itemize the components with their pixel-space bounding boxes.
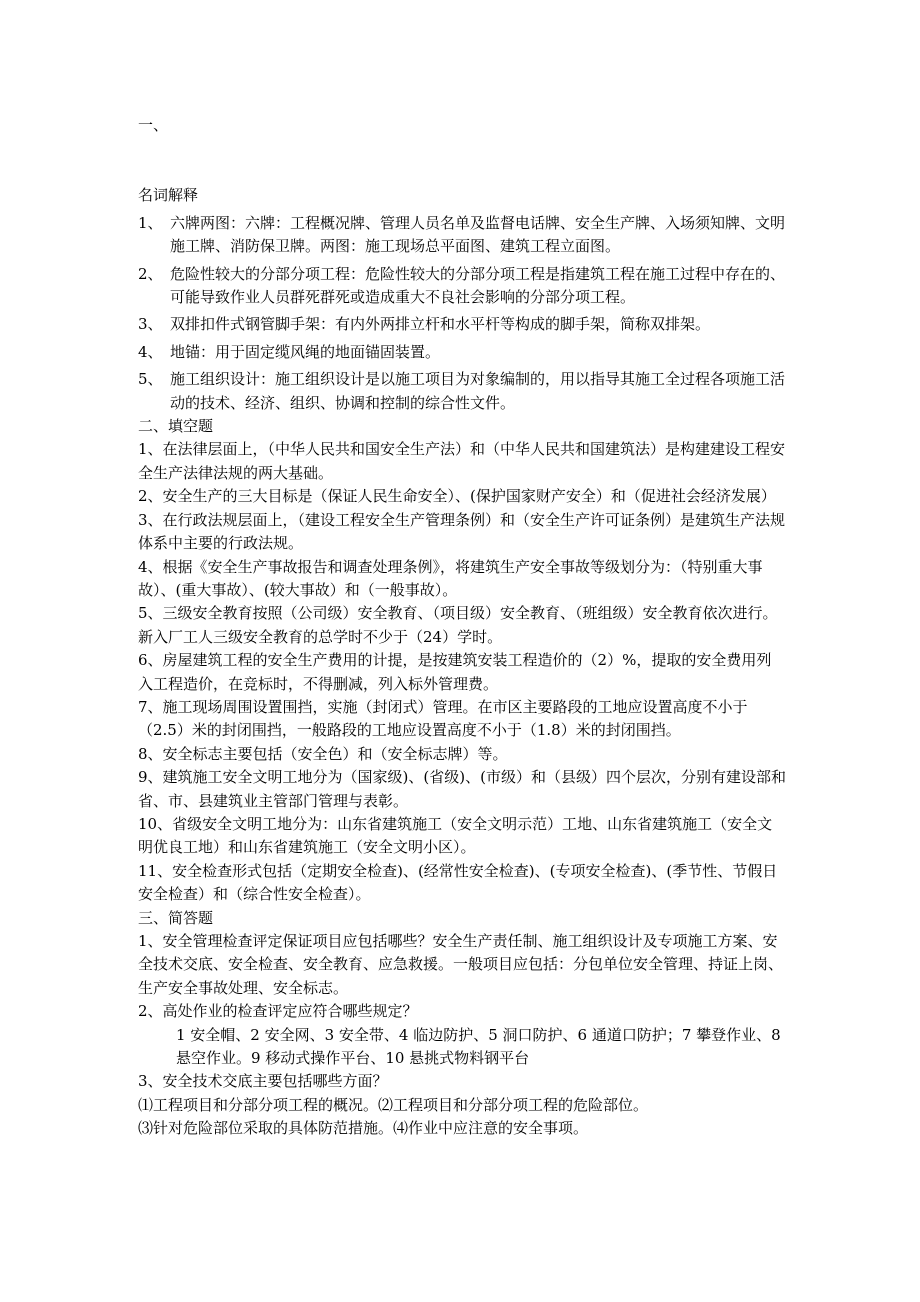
- fill-blank-question: 6、房屋建筑工程的安全生产费用的计提，是按建筑安装工程造价的（2）%，提取的安全费用列入工程造价，在竞标时，不得删减，列入标外管理费。: [138, 651, 772, 693]
- item-number: 4、: [138, 342, 163, 361]
- short-answer-question: 3、安全技术交底主要包括哪些方面？: [138, 1072, 388, 1091]
- document-page: [138, 114, 786, 1141]
- definition-item: [138, 341, 786, 364]
- fill-blank-question: 11、安全检查形式包括（定期安全检查)、(经常性安全检查)、(专项安全检查)、(季节性、节假日安全检查）和（综合性安全检查）。: [138, 861, 778, 904]
- fill-blank-question: 2、安全生产的三大目标是（保证人民生命安全）、(保护国家财产安全）和（促进社会经济发展）: [138, 487, 776, 506]
- definition-item: [138, 368, 786, 415]
- short-answer-question: 2、高处作业的检查评定应符合哪些规定？: [138, 1002, 418, 1021]
- fill-blank-question: 3、在行政法规层面上，（建设工程安全生产管理条例）和（安全生产许可证条例）是建筑生产法规体系中主要的行政法规。: [138, 510, 786, 553]
- item-text: 施工组织设计：施工组织设计是以施工项目为对象编制的，用以指导其施工全过程各项施工活动的技术、经济、组织、协调和控制的综合性文件。: [170, 370, 786, 412]
- definition-item: [138, 263, 786, 310]
- section2-title: 二、填空题: [138, 417, 214, 436]
- item-text: 地锚：用于固定缆风绳的地面锚固装置。: [170, 342, 441, 361]
- definition-item: [138, 313, 786, 336]
- short-answer-question: 1、安全管理检查评定保证项目应包括哪些？安全生产责任制、施工组织设计及专项施工方案、安全技术交底、安全检查、安全教育、应急救援。一般项目应包括：分包单位安全管理、持证上岗、生产安全事故处理、安全标志。: [138, 932, 784, 997]
- fill-blank-question: 4、根据《安全生产事故报告和调查处理条例》，将建筑生产安全事故等级划分为：（特别重大事故）、(重大事故）、(较大事故）和（一般事故）。: [138, 557, 763, 599]
- fill-blank-question: 7、施工现场周围设置围挡，实施（封闭式）管理。在市区主要路段的工地应设置高度不小于（2.5）米的封闭围挡，一般路段的工地应设置高度不小于（1.8）米的封闭围挡。: [138, 697, 748, 740]
- item-number: 5、: [138, 370, 163, 389]
- item-text: 六牌两图：六牌：工程概况牌、管理人员名单及监督电话牌、安全生产牌、入场须知牌、文明施工牌、消防保卫牌。两图：施工现场总平面图、建筑工程立面图。: [170, 213, 786, 256]
- short-answer-answer: ⑴工程项目和分部分项工程的概况。⑵工程项目和分部分项工程的危险部位。: [138, 1095, 649, 1114]
- top-heading: 一、: [138, 116, 169, 134]
- section3-title: 三、简答题: [138, 908, 214, 927]
- item-number: 3、: [138, 315, 163, 334]
- short-answer-answer: ⑶针对危险部位采取的具体防范措施。⑷作业中应注意的安全事项。: [138, 1119, 589, 1138]
- fill-blank-question: 10、省级安全文明工地分为：山东省建筑施工（安全文明示范）工地、山东省建筑施工（安全文明优良工地）和山东省建筑施工（安全文明小区）。: [138, 814, 773, 857]
- definition-list: [138, 212, 786, 415]
- fill-blank-question: 8、安全标志主要包括（安全色）和（安全标志牌）等。: [138, 744, 508, 763]
- item-number: 2、: [138, 264, 163, 283]
- fill-blank-question: 9、建筑施工安全文明工地分为（国家级)、(省级)、(市级）和（县级）四个层次，分别有建设部和省、市、县建筑业主管部门管理与表彰。: [138, 768, 786, 810]
- item-text: 双排扣件式钢管脚手架：有内外两排立杆和水平杆等构成的脚手架，简称双排架。: [170, 315, 711, 334]
- section1-title: 名词解释: [138, 186, 199, 205]
- item-text: 危险性较大的分部分项工程：危险性较大的分部分项工程是指建筑工程在施工过程中存在的、可能导致作业人员群死群死或造成重大不良社会影响的分部分项工程。: [170, 264, 786, 307]
- fill-blank-question: 1、在法律层面上，（中华人民共和国安全生产法）和（中华人民共和国建筑法）是构建建设工程安全生产法律法规的两大基础。: [138, 440, 786, 482]
- item-number: 1、: [138, 213, 163, 232]
- fill-blank-question: 5、三级安全教育按照（公司级）安全教育、（项目级）安全教育、（班组级）安全教育依次进行。新入厂工人三级安全教育的总学时不少于（24）学时。: [138, 604, 778, 646]
- definition-item: [138, 212, 786, 259]
- short-answer-answer: 1 安全帽、2 安全网、3 安全带、4 临边防护、5 洞口防护、6 通道口防护；7 攀登作业、8 悬空作业。9 移动式操作平台、10 悬挑式物料钢平台: [176, 1025, 781, 1068]
